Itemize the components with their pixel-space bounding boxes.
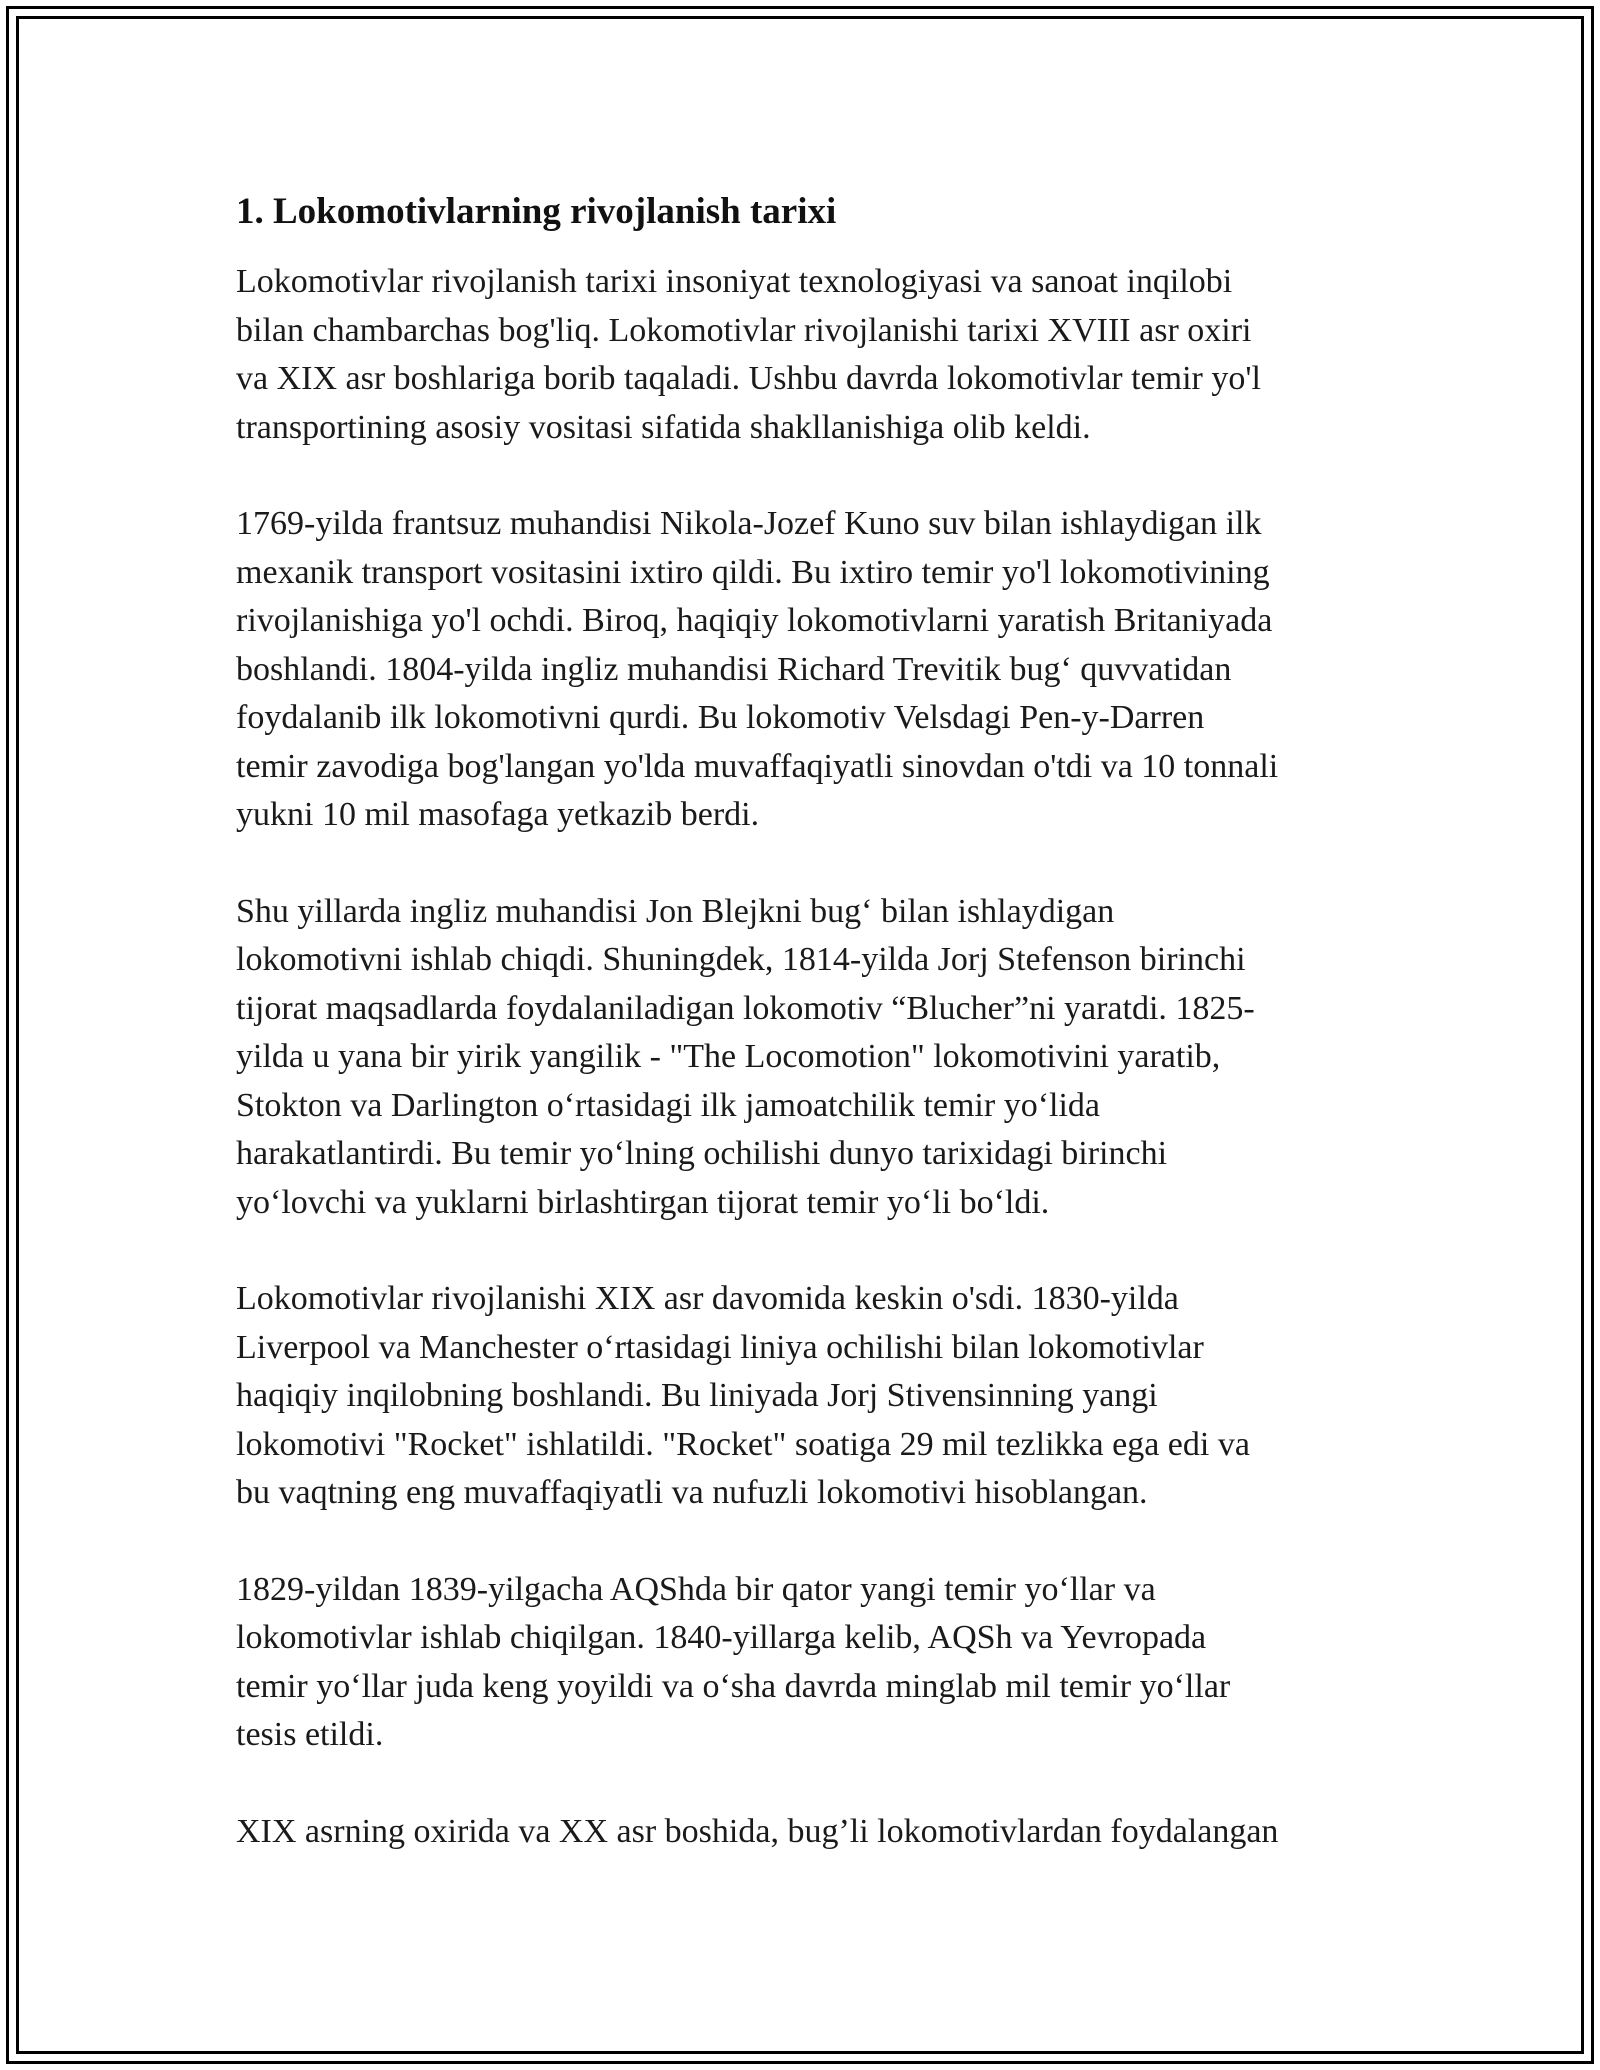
paragraph-line: yilda u yana bir yirik yangilik - "The Locomotion" lokomotivini yaratib,: [236, 1038, 1221, 1075]
paragraph-line: Shu yillarda ingliz muhandisi Jon Blejkni bug‘ bilan ishlaydigan: [236, 892, 1115, 930]
paragraph-aqsh: [236, 1566, 1368, 1760]
paragraph-line: harakatlantirdi. Bu temir yo‘lning ochilishi dunyo tarixidagi birinchi: [236, 1135, 1168, 1172]
paragraph-line: XIX asrning oxirida va XX asr boshida, bug’li lokomotivlardan foydalangan: [236, 1812, 1279, 1850]
paragraph-line: bilan chambarchas bog'liq. Lokomotivlar rivojlanishi tarixi XVIII asr oxiri: [236, 311, 1252, 349]
section-heading: 1. Lokomotivlarning rivojlanish tarixi: [236, 191, 837, 232]
document-body: [236, 188, 1368, 1904]
paragraph-line: yo‘lovchi va yuklarni birlashtirgan tijorat temir yo‘li bo‘ldi.: [236, 1183, 1050, 1221]
paragraph-line: lokomotivi "Rocket" ishlatildi. "Rocket" soatiga 29 mil tezlikka ega edi va: [236, 1425, 1250, 1463]
paragraph-1769: [236, 500, 1368, 840]
paragraph-line: lokomotivni ishlab chiqdi. Shuningdek, 1814-yilda Jorj Stefenson birinchi: [236, 941, 1246, 978]
paragraph-line: Lokomotivlar rivojlanishi XIX asr davomida keskin o'sdi. 1830-yilda: [236, 1280, 1179, 1317]
paragraph-intro: [236, 258, 1368, 452]
paragraph-line: temir zavodiga bog'langan yo'lda muvaffaqiyatli sinovdan o'tdi va 10 tonnali: [236, 747, 1279, 785]
paragraph-line: Lokomotivlar rivojlanish tarixi insoniyat texnologiyasi va sanoat inqilobi: [236, 263, 1233, 300]
paragraph-line: temir yo‘llar juda keng yoyildi va o‘sha davrda minglab mil temir yo‘llar: [236, 1667, 1231, 1705]
paragraph-line: transportining asosiy vositasi sifatida shakllanishiga olib keldi.: [236, 408, 1091, 446]
paragraph-line: Liverpool va Manchester o‘rtasidagi liniya ochilishi bilan lokomotivlar: [236, 1328, 1204, 1366]
paragraph-xix-xx: [236, 1808, 1368, 1857]
paragraph-blejkni: [236, 888, 1368, 1228]
paragraph-line: mexanik transport vositasini ixtiro qildi. Bu ixtiro temir yo'l lokomotivining: [236, 553, 1270, 591]
paragraph-line: tesis etildi.: [236, 1716, 384, 1753]
paragraph-line: foydalanib ilk lokomotivni qurdi. Bu lokomotiv Velsdagi Pen-y-Darren: [236, 699, 1205, 736]
paragraph-line: tijorat maqsadlarda foydalaniladigan lokomotiv “Blucher”ni yaratdi. 1825-: [236, 989, 1255, 1027]
paragraph-line: Stokton va Darlington o‘rtasidagi ilk jamoatchilik temir yo‘lida: [236, 1086, 1100, 1124]
paragraph-line: boshlandi. 1804-yilda ingliz muhandisi Richard Trevitik bug‘ quvvatidan: [236, 650, 1232, 688]
paragraph-line: 1769-yilda frantsuz muhandisi Nikola-Jozef Kuno suv bilan ishlaydigan ilk: [236, 505, 1262, 542]
paragraph-line: haqiqiy inqilobning boshlandi. Bu liniyada Jorj Stivensinning yangi: [236, 1377, 1158, 1414]
paragraph-line: rivojlanishiga yo'l ochdi. Biroq, haqiqiy lokomotivlarni yaratish Britaniyada: [236, 602, 1273, 639]
paragraph-line: yukni 10 mil masofaga yetkazib berdi.: [236, 796, 760, 833]
paragraph-line: va XIX asr boshlariga borib taqaladi. Ushbu davrda lokomotivlar temir yo'l: [236, 360, 1261, 397]
paragraph-rocket: [236, 1275, 1368, 1518]
paragraph-line: lokomotivlar ishlab chiqilgan. 1840-yillarga kelib, AQSh va Yevropada: [236, 1619, 1207, 1656]
paragraph-line: bu vaqtning eng muvaffaqiyatli va nufuzli lokomotivi hisoblangan.: [236, 1474, 1148, 1511]
paragraph-line: 1829-yildan 1839-yilgacha AQShda bir qator yangi temir yo‘llar va: [236, 1570, 1156, 1608]
